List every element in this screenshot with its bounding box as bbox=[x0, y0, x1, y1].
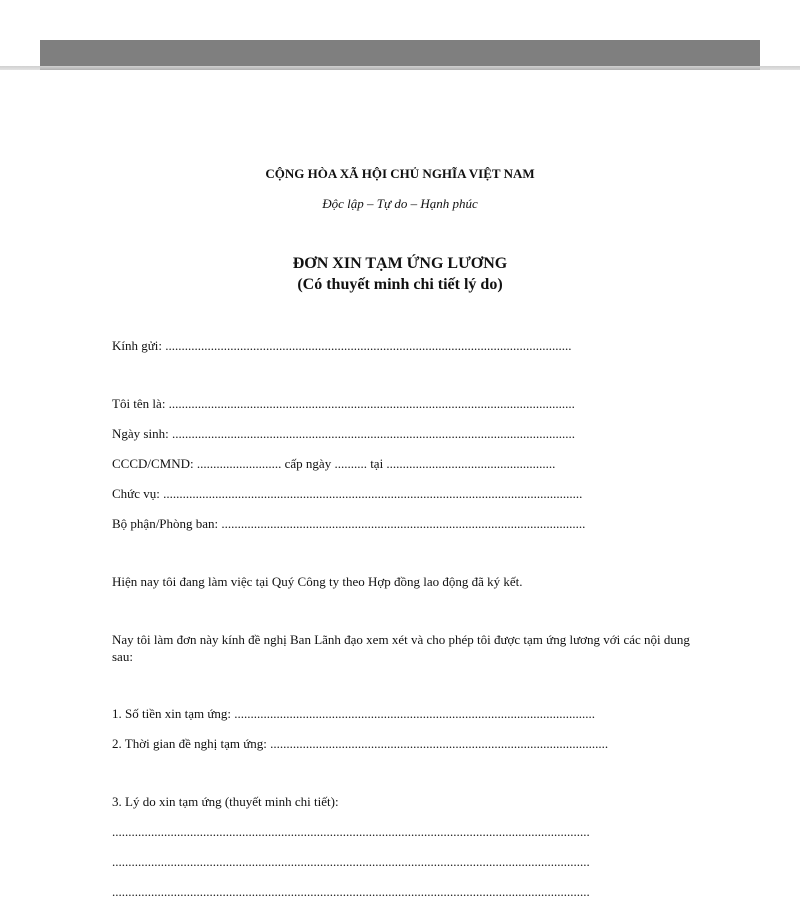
name-field: Tôi tên là: ............................................................................................................................. bbox=[112, 396, 575, 411]
department-field: Bộ phận/Phòng ban: ................................................................................................................ bbox=[112, 516, 586, 531]
reason-blank-line: ................................................................................................................................................... bbox=[112, 884, 590, 899]
reason-blank-line: ................................................................................................................................................... bbox=[112, 824, 590, 839]
national-motto: Độc lập – Tự do – Hạnh phúc bbox=[322, 196, 478, 211]
position-field: Chức vụ: ................................................................................................................................. bbox=[112, 486, 583, 501]
advance-amount-field: 1. Số tiền xin tạm ứng: ............................................................................................................... bbox=[112, 706, 595, 721]
employment-paragraph: Hiện nay tôi đang làm việc tại Quý Công ty theo Hợp đồng lao động đã ký kết. bbox=[112, 574, 523, 589]
id-card-field: CCCD/CMND: .......................... cấp ngày .......... tại .................................................... bbox=[112, 456, 556, 471]
document-title: ĐƠN XIN TẠM ỨNG LƯƠNG bbox=[292, 255, 508, 272]
document-page bbox=[0, 70, 800, 900]
national-title: CỘNG HÒA XÃ HỘI CHỦ NGHĨA VIỆT NAM bbox=[265, 166, 535, 181]
reason-heading: 3. Lý do xin tạm ứng (thuyết minh chi tiết): bbox=[112, 794, 339, 809]
reason-blank-line: ................................................................................................................................................... bbox=[112, 854, 590, 869]
recipient-field: Kính gửi: ............................................................................................................................. bbox=[112, 338, 572, 353]
document-subtitle: (Có thuyết minh chi tiết lý do) bbox=[297, 276, 503, 293]
request-paragraph: Nay tôi làm đơn này kính đề nghị Ban Lãnh đạo xem xét và cho phép tôi được tạm ứng lương với các nội dung sau: bbox=[112, 632, 690, 664]
dob-field: Ngày sinh: ............................................................................................................................ bbox=[112, 426, 575, 441]
advance-time-field: 2. Thời gian đề nghị tạm ứng: ........................................................................................................ bbox=[112, 736, 609, 751]
